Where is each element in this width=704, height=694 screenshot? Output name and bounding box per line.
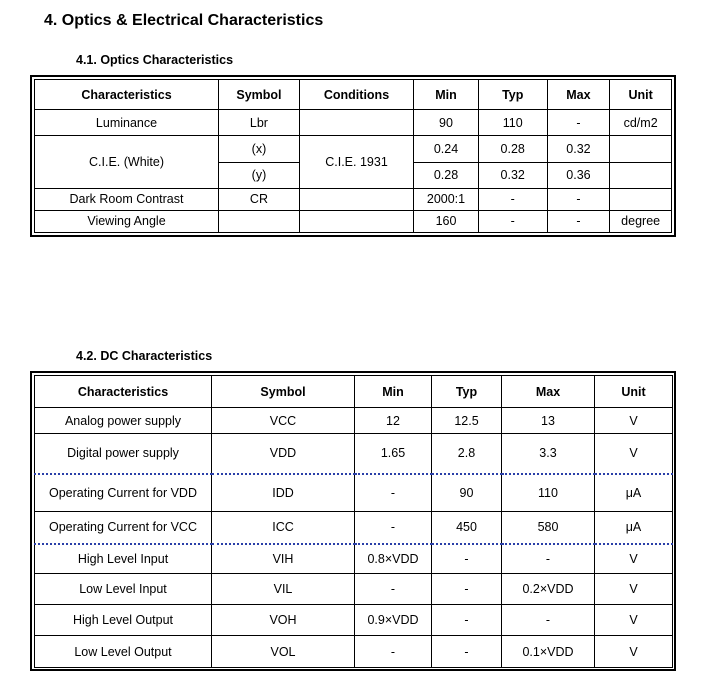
cell: V: [595, 636, 673, 668]
cell: Operating Current for VCC: [35, 512, 212, 544]
cell: [299, 188, 413, 210]
cell: [610, 136, 672, 162]
header-cell: Min: [355, 376, 432, 408]
table-row: [35, 636, 673, 668]
cell: VOH: [212, 605, 355, 636]
dc-title: 4.2. DC Characteristics: [76, 349, 213, 363]
cell: 0.32: [478, 162, 547, 188]
section-title: 4. Optics & Electrical Characteristics: [44, 12, 324, 29]
table-row: [35, 544, 673, 574]
cell: cd/m2: [610, 110, 672, 136]
cell: Viewing Angle: [35, 210, 219, 232]
cell: -: [478, 210, 547, 232]
cell: 450: [432, 512, 502, 544]
table-row: [35, 574, 673, 605]
cell: V: [595, 605, 673, 636]
cell: VIH: [212, 544, 355, 574]
cell: VOL: [212, 636, 355, 668]
dc-header-row: [35, 376, 673, 408]
cell: -: [547, 188, 610, 210]
cell: V: [595, 434, 673, 474]
cell: 13: [502, 408, 595, 434]
cell: 12: [355, 408, 432, 434]
cell: -: [355, 636, 432, 668]
cell: [219, 210, 300, 232]
cell: μA: [595, 512, 673, 544]
cell: Operating Current for VDD: [35, 474, 212, 512]
cell: V: [595, 574, 673, 605]
cell: -: [547, 210, 610, 232]
cell: 0.8×VDD: [355, 544, 432, 574]
optics-header-row: [35, 80, 672, 110]
cell: High Level Input: [35, 544, 212, 574]
optics-table: [34, 79, 672, 233]
cell: (x): [219, 136, 300, 162]
cell: 110: [502, 474, 595, 512]
cell: 0.28: [414, 162, 479, 188]
cell: 90: [414, 110, 479, 136]
cell: [299, 110, 413, 136]
header-cell: Min: [414, 80, 479, 110]
cell: 1.65: [355, 434, 432, 474]
cell: ICC: [212, 512, 355, 544]
cell: 90: [432, 474, 502, 512]
cell: 0.32: [547, 136, 610, 162]
table-row: [35, 188, 672, 210]
header-cell: Symbol: [212, 376, 355, 408]
cell: 0.24: [414, 136, 479, 162]
cell: 160: [414, 210, 479, 232]
cell: μA: [595, 474, 673, 512]
header-cell: Max: [502, 376, 595, 408]
cell: 0.28: [478, 136, 547, 162]
cell: 110: [478, 110, 547, 136]
cell: -: [502, 605, 595, 636]
table-row: [35, 408, 673, 434]
cell: V: [595, 544, 673, 574]
table-row: [35, 110, 672, 136]
header-cell: Characteristics: [35, 376, 212, 408]
table-row: [35, 474, 673, 512]
optics-title: 4.1. Optics Characteristics: [76, 53, 234, 67]
cell: Dark Room Contrast: [35, 188, 219, 210]
cell: 0.1×VDD: [502, 636, 595, 668]
header-cell: Unit: [595, 376, 673, 408]
cell: 0.9×VDD: [355, 605, 432, 636]
cell: High Level Output: [35, 605, 212, 636]
cell: [610, 188, 672, 210]
header-cell: Characteristics: [35, 80, 219, 110]
cell: C.I.E. (White): [35, 136, 219, 188]
header-cell: Unit: [610, 80, 672, 110]
table-row: [35, 210, 672, 232]
table-row: [35, 136, 672, 162]
dc-table-frame: [30, 371, 676, 671]
cell: degree: [610, 210, 672, 232]
cell: Low Level Output: [35, 636, 212, 668]
cell: Lbr: [219, 110, 300, 136]
cell: V: [595, 408, 673, 434]
cell: -: [355, 474, 432, 512]
cell: -: [432, 574, 502, 605]
cell: 2000:1: [414, 188, 479, 210]
header-cell: Typ: [478, 80, 547, 110]
cell: 2.8: [432, 434, 502, 474]
table-row: [35, 605, 673, 636]
cell: VIL: [212, 574, 355, 605]
header-cell: Symbol: [219, 80, 300, 110]
cell: -: [502, 544, 595, 574]
cell: 580: [502, 512, 595, 544]
optics-table-frame: [30, 75, 676, 237]
cell: Digital power supply: [35, 434, 212, 474]
cell: 0.2×VDD: [502, 574, 595, 605]
cell: [610, 162, 672, 188]
cell: C.I.E. 1931: [299, 136, 413, 188]
cell: -: [432, 636, 502, 668]
cell: 0.36: [547, 162, 610, 188]
cell: 12.5: [432, 408, 502, 434]
cell: -: [432, 605, 502, 636]
cell: -: [355, 512, 432, 544]
cell: IDD: [212, 474, 355, 512]
cell: [299, 210, 413, 232]
cell: -: [432, 544, 502, 574]
cell: -: [355, 574, 432, 605]
cell: Luminance: [35, 110, 219, 136]
cell: 3.3: [502, 434, 595, 474]
cell: -: [547, 110, 610, 136]
table-row: [35, 434, 673, 474]
cell: Analog power supply: [35, 408, 212, 434]
header-cell: Max: [547, 80, 610, 110]
cell: VCC: [212, 408, 355, 434]
cell: (y): [219, 162, 300, 188]
cell: VDD: [212, 434, 355, 474]
cell: CR: [219, 188, 300, 210]
dc-table: [34, 375, 673, 668]
cell: -: [478, 188, 547, 210]
header-cell: Typ: [432, 376, 502, 408]
table-row: [35, 512, 673, 544]
header-cell: Conditions: [299, 80, 413, 110]
cell: Low Level Input: [35, 574, 212, 605]
